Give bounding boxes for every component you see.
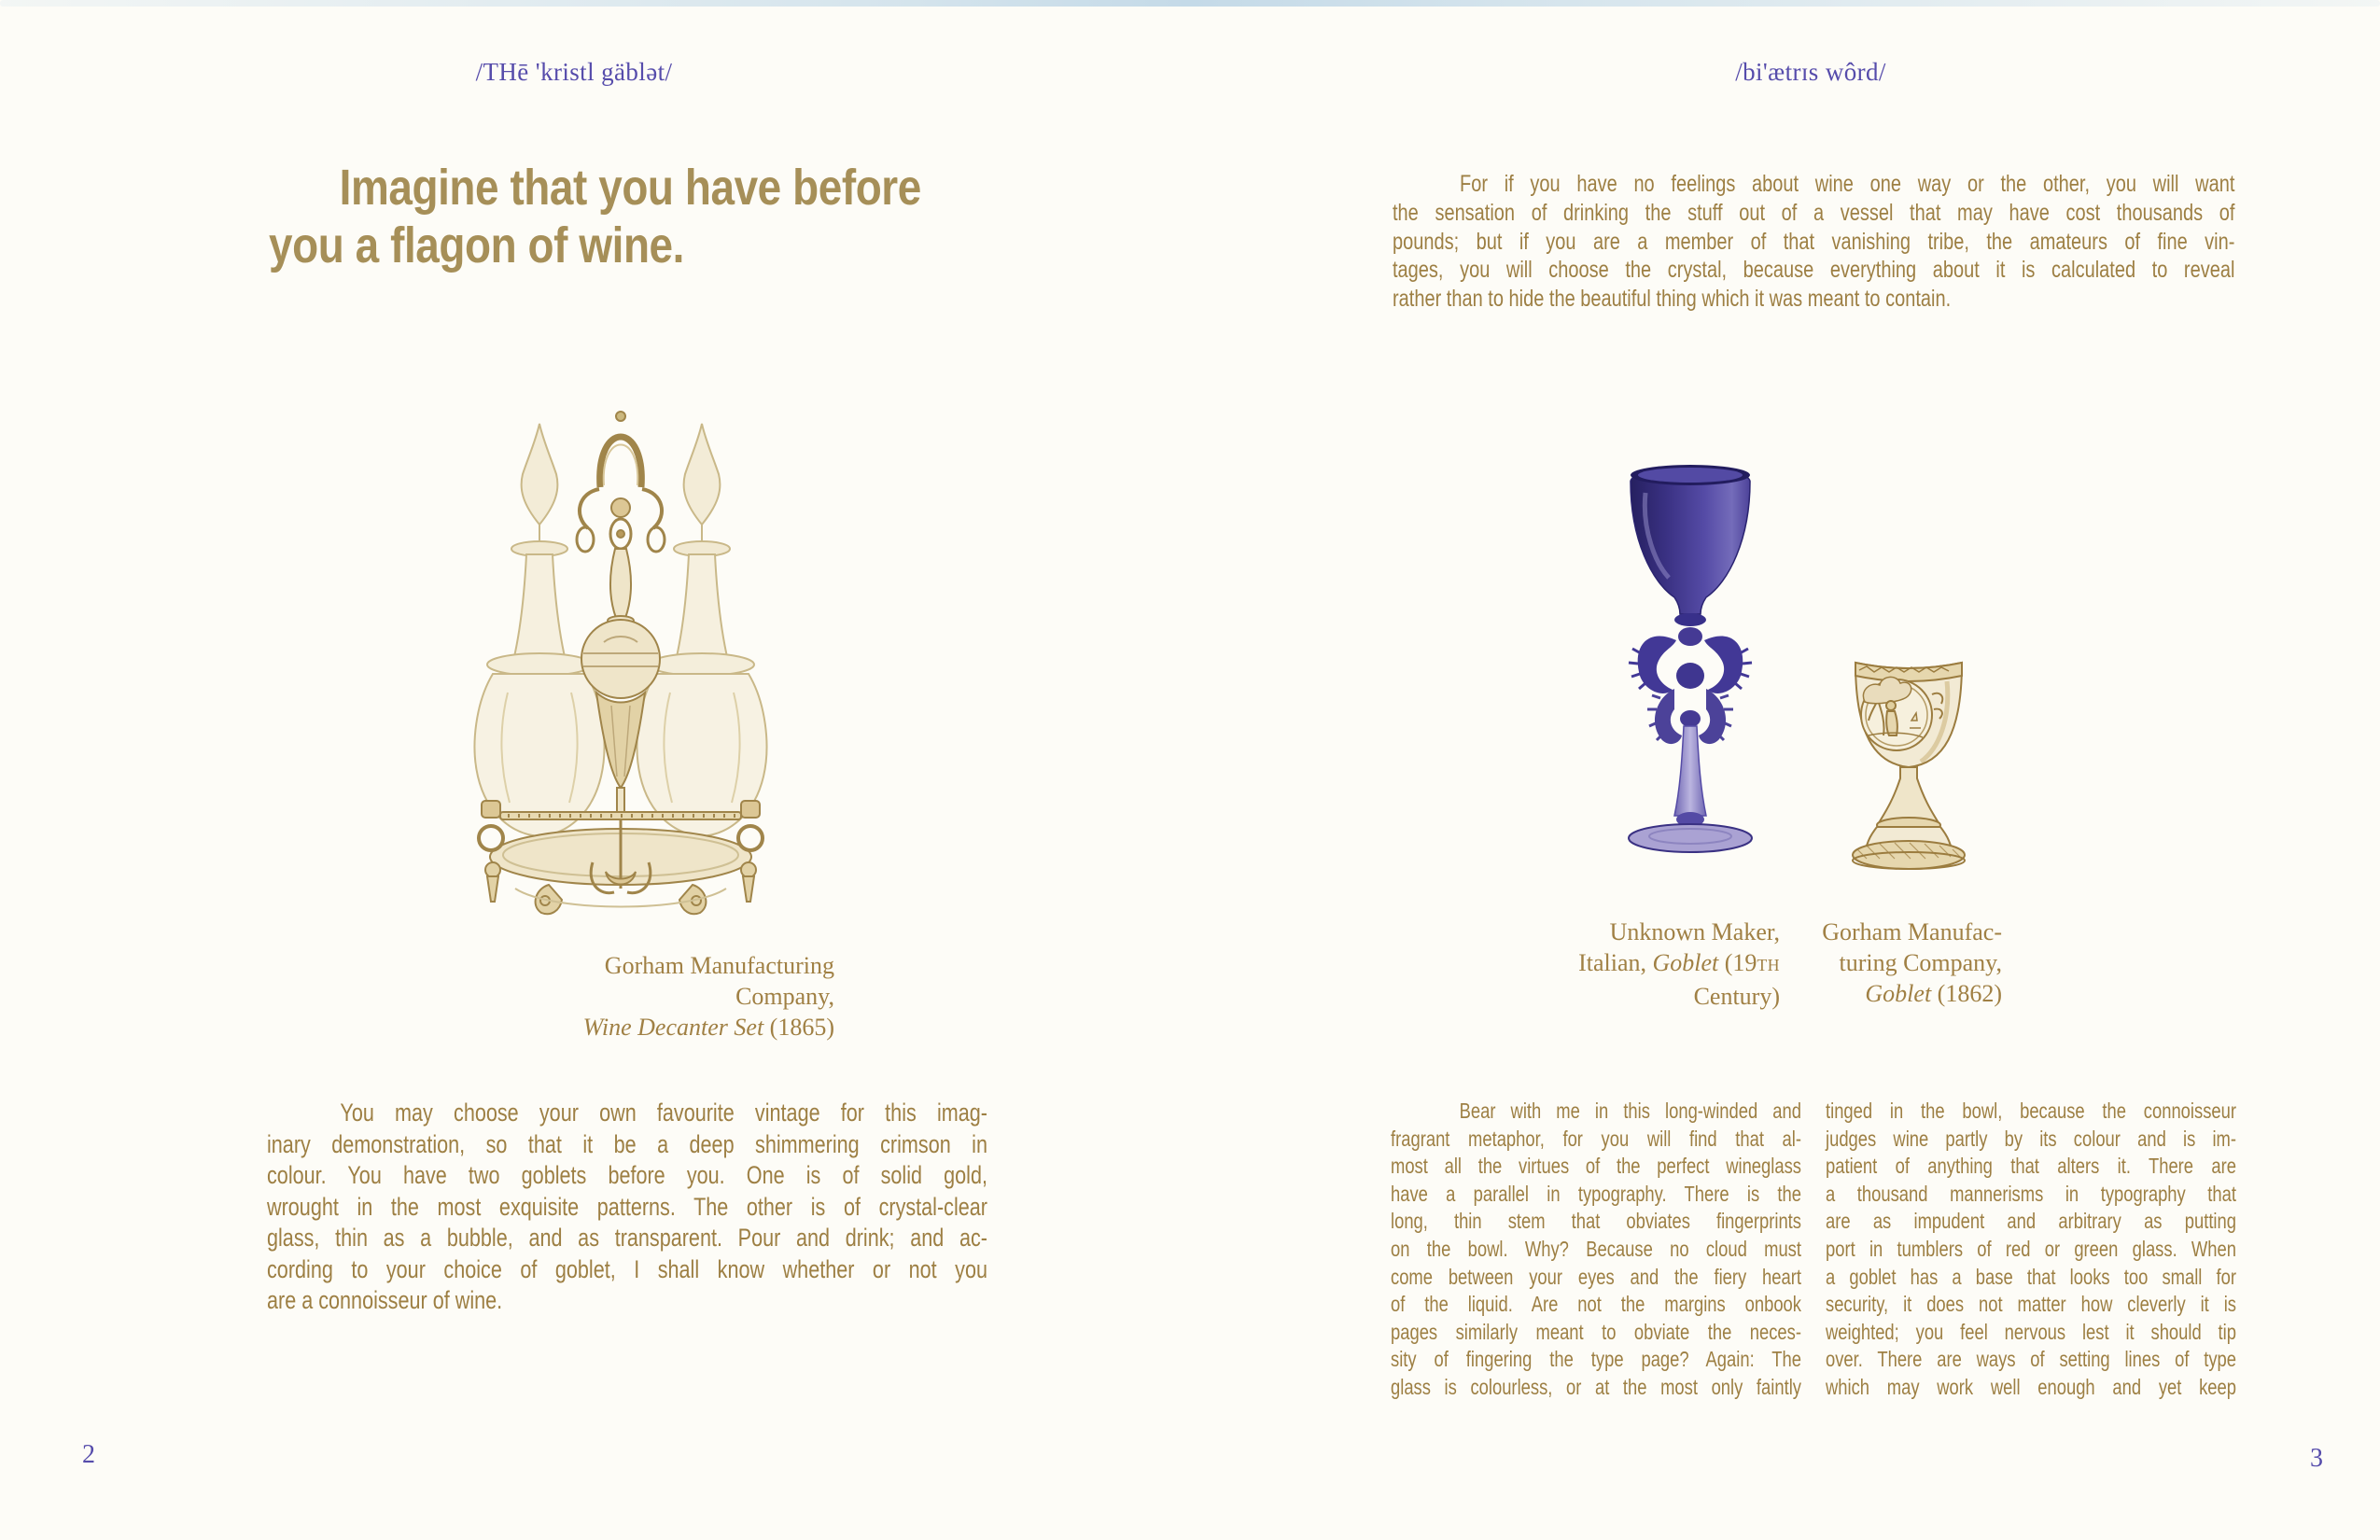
gorham-goblet-caption	[1753, 917, 2002, 1009]
text-line: a thousand mannerisms in typography that	[1826, 1181, 2236, 1206]
page-title-line2: you a flagon of wine.	[269, 217, 684, 273]
page-title	[269, 159, 950, 274]
wine-decanter-set-illustration	[459, 385, 782, 921]
text-line: cording to your choice of goblet, I shall know whether or not you	[267, 1254, 987, 1283]
text-line: have a parallel in typography. There is the	[1391, 1181, 1801, 1206]
caption-line: Century)	[1693, 983, 1780, 1010]
text-line: patient of anything that alters it. There are	[1826, 1154, 2236, 1179]
text-line: on the bowl. Why? Because no cloud must	[1391, 1236, 1801, 1261]
page-number-left: 2	[82, 1440, 95, 1469]
text-line: of the liquid. Are not the margins onbook	[1391, 1292, 1801, 1317]
caption-line: turing Company,	[1839, 949, 2002, 976]
text-line: port in tumblers of red or green glass. When	[1826, 1236, 2236, 1261]
text-line: wrought in the most exquisite patterns. The other is of crystal-clear	[267, 1192, 987, 1221]
text-line: Bear with me in this long-winded and	[1459, 1099, 1801, 1123]
scan-bottom-edge	[0, 0, 2380, 7]
right-running-head: /bi'ætrɪs wôrd/	[1735, 58, 1886, 86]
text-line: rather than to hide the beautiful thing which it was meant to contain.	[1393, 286, 1952, 313]
caption-line: Wine Decanter Set (1865)	[582, 1014, 834, 1041]
text-line: a goblet has a base that looks too small for	[1826, 1264, 2236, 1289]
page-title-line1: Imagine that you have before	[339, 160, 921, 216]
decanter-right	[637, 424, 767, 836]
text-line: glass, thin as a bubble, and as transparent. Pour and drink; and ac-	[267, 1224, 987, 1252]
decanter-left	[475, 424, 605, 836]
gorham-goblet-illustration	[1842, 651, 1975, 885]
text-line: pounds; but if you are a member of that vanishing tribe, the amateurs of fine vin-	[1393, 228, 2235, 255]
text-line: judges wine partly by its colour and is im-	[1826, 1126, 2236, 1151]
right-column-1	[1391, 1098, 1801, 1402]
text-line: the sensation of drinking the stuff out of a vessel that may have cost thousands of	[1393, 199, 2235, 226]
right-intro-paragraph	[1393, 170, 2234, 314]
text-line: tages, you will choose the crystal, because everything about it is calculated to reveal	[1393, 257, 2235, 284]
text-line: long, thin stem that obviates fingerprints	[1391, 1209, 1801, 1234]
caption-line: Unknown Maker,	[1609, 918, 1780, 945]
text-line: glass is colourless, or at the most only faintly	[1391, 1374, 1801, 1399]
text-line: tinged in the bowl, because the connoisseur	[1826, 1099, 2236, 1123]
text-line: inary demonstration, so that it be a deep shimmering crimson in	[267, 1129, 987, 1158]
text-line: sity of fingering the type page? Again: The	[1391, 1347, 1801, 1372]
caption-line: Italian, Goblet (19TH	[1578, 949, 1780, 976]
text-line: come between your eyes and the fiery heart	[1391, 1264, 1801, 1289]
caption-line: Gorham Manufac-	[1822, 918, 2002, 945]
text-line: colour. You have two goblets before you. One is of solid gold,	[267, 1161, 987, 1189]
text-line: are a connoisseur of wine.	[267, 1286, 503, 1314]
text-line: You may choose your own favourite vintage for this imag-	[340, 1099, 987, 1127]
text-line: For if you have no feelings about wine one way or the other, you will want	[1460, 171, 2235, 197]
text-line: weighted; you feel nervous lest it should tip	[1826, 1319, 2236, 1344]
right-column-2	[1826, 1098, 2236, 1402]
left-body-paragraph	[267, 1098, 987, 1317]
caption-line: Goblet (1862)	[1865, 980, 2002, 1007]
italian-goblet-caption	[1531, 917, 1780, 1012]
text-line: pages similarly meant to obviate the neces-	[1391, 1319, 1801, 1344]
caption-line: Gorham Manufacturing Company,	[604, 952, 834, 1010]
text-line: fragrant metaphor, for you will find that al-	[1391, 1126, 1801, 1151]
text-line: most all the virtues of the perfect wineglass	[1391, 1154, 1801, 1179]
italian-goblet-illustration	[1615, 454, 1766, 864]
page-number-right: 3	[2310, 1444, 2323, 1473]
decanter-caption	[536, 950, 834, 1043]
text-line: are as impudent and arbitrary as putting	[1826, 1209, 2236, 1234]
text-line: which may work well enough and yet keep	[1826, 1374, 2236, 1399]
text-line: security, it does not matter how cleverly it is	[1826, 1292, 2236, 1317]
text-line: over. There are ways of setting lines of type	[1826, 1347, 2236, 1372]
left-running-head: /THē 'kristl gäblət/	[475, 58, 673, 86]
